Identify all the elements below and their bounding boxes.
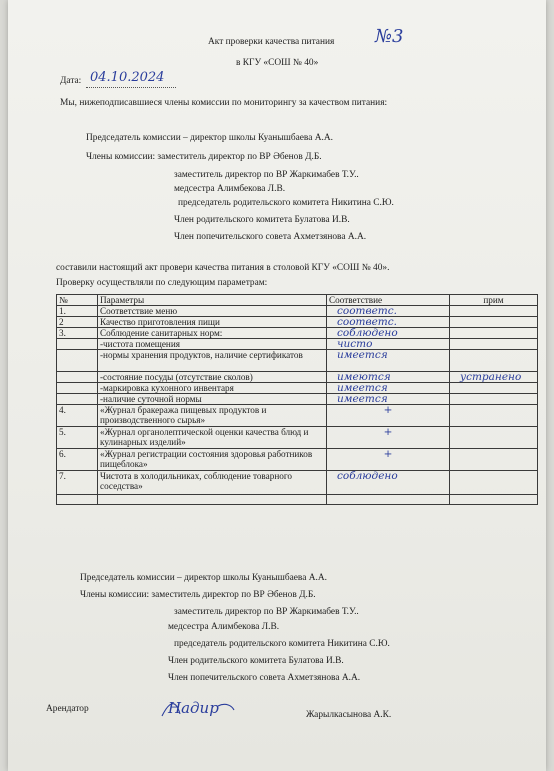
row-compliance-hw: имеется xyxy=(337,349,388,361)
bottom-member-6: Член попечительского совета Ахметзянова А.А. xyxy=(168,673,361,683)
tenant-signature-handwritten: Надир xyxy=(168,699,219,717)
row-num xyxy=(57,350,98,372)
tenant-label: Арендатор xyxy=(46,704,89,714)
row-param: Чистота в холодильниках, соблюдение товарного соседства» xyxy=(98,471,327,495)
row-num: 2 xyxy=(57,317,98,328)
row-compliance-hw: имеются xyxy=(337,371,391,383)
table-row xyxy=(57,372,538,383)
row-param: Качество приготовления пищи xyxy=(98,317,327,328)
row-num: 4. xyxy=(57,405,98,427)
row-compliance-hw: + xyxy=(383,404,393,416)
act-line-1: составили настоящий акт провери качества питания в столовой КГУ «СОШ № 40». xyxy=(56,263,390,273)
row-param: Соблюдение санитарных норм: xyxy=(98,328,327,339)
row-num: 6. xyxy=(57,449,98,471)
row-compliance-hw: чисто xyxy=(337,338,373,350)
table-row xyxy=(57,339,538,350)
table-row xyxy=(57,405,538,427)
doc-title: Акт проверки качества питания xyxy=(208,37,335,47)
row-param: «Журнал органолептической оценки качества блюд и кулинарных изделий» xyxy=(98,427,327,449)
date-value-handwritten: 04.10.2024 xyxy=(90,70,165,85)
row-param: -состояние посуды (отсутствие сколов) xyxy=(98,372,327,383)
bottom-member-1: Члены комиссии: заместитель директор по ВР Әбенов Д.Б. xyxy=(80,590,316,600)
bottom-member-3: медсестра Алимбекова Л.В. xyxy=(168,622,280,632)
bottom-member-2: заместитель директор по ВР Жаркимабев Т.У.. xyxy=(174,607,359,617)
bottom-chairman: Председатель комиссии – директор школы Куанышбаева А.А. xyxy=(80,573,327,583)
table-row xyxy=(57,350,538,372)
doc-number-handwritten: №3 xyxy=(375,26,404,47)
table-row xyxy=(57,495,538,505)
top-member-6: Член попечительского совета Ахметзянова А.А. xyxy=(174,232,367,242)
row-num: 3. xyxy=(57,328,98,339)
table-row xyxy=(57,427,538,449)
header-note: прим xyxy=(450,295,538,306)
table-row xyxy=(57,306,538,317)
row-compliance-hw: соответс. xyxy=(337,305,397,317)
header-compliance: Соответствие xyxy=(327,295,450,306)
row-num: 7. xyxy=(57,471,98,495)
row-param: «Журнал регистрации состояния здоровья работников пищеблока» xyxy=(98,449,327,471)
top-member-5: Член родительского комитета Булатова И.В. xyxy=(174,215,350,225)
row-compliance-hw: имеется xyxy=(337,382,388,394)
document-sheet xyxy=(8,0,546,771)
signature-scribble-icon xyxy=(158,696,238,722)
row-num xyxy=(57,383,98,394)
row-compliance-hw: имеется xyxy=(337,393,388,405)
row-param xyxy=(98,495,327,505)
act-line-2: Проверку осуществляли по следующим параметрам: xyxy=(56,278,268,288)
row-compliance-hw: + xyxy=(383,426,393,438)
bottom-member-4: председатель родительского комитета Никитина С.Ю. xyxy=(174,639,390,649)
table-row xyxy=(57,471,538,495)
table-row xyxy=(57,328,538,339)
row-param: -чистота помещения xyxy=(98,339,327,350)
top-member-4: председатель родительского комитета Никитина С.Ю. xyxy=(178,198,394,208)
table-row xyxy=(57,449,538,471)
table-row xyxy=(57,383,538,394)
row-param: «Журнал бракеража пищевых продуктов и производственного сырья» xyxy=(98,405,327,427)
row-num: 1. xyxy=(57,306,98,317)
bottom-member-5: Член родительского комитета Булатова И.В. xyxy=(168,656,344,666)
top-member-3: медсестра Алимбекова Л.В. xyxy=(174,184,286,194)
row-param: -наличие суточной нормы xyxy=(98,394,327,405)
row-param: -нормы хранения продуктов, наличие сертификатов xyxy=(98,350,327,372)
row-compliance-hw: соблюдено xyxy=(337,470,398,482)
doc-subtitle: в КГУ «СОШ № 40» xyxy=(236,58,319,68)
date-underline xyxy=(86,87,176,88)
header-param: Параметры xyxy=(98,295,327,306)
row-note-hw: устранено xyxy=(460,371,522,383)
header-num: № xyxy=(57,295,98,306)
row-compliance-hw: соблюдено xyxy=(337,327,398,339)
row-num: 5. xyxy=(57,427,98,449)
top-member-1: Члены комиссии: заместитель директор по ВР Әбенов Д.Б. xyxy=(86,152,322,162)
row-num xyxy=(57,495,98,505)
row-compliance-hw: + xyxy=(383,448,393,460)
intro-text: Мы, нижеподписавшиеся члены комиссии по мониторингу за качеством питания: xyxy=(60,98,388,108)
date-label: Дата: xyxy=(60,76,82,86)
table-row xyxy=(57,394,538,405)
row-num xyxy=(57,394,98,405)
top-member-2: заместитель директор по ВР Жаркимабев Т.У.. xyxy=(174,170,359,180)
parameters-table xyxy=(56,294,538,505)
row-num xyxy=(57,339,98,350)
tenant-name: Жарылкасынова А.К. xyxy=(306,710,392,720)
table-header-row xyxy=(57,295,538,306)
row-param: -маркировка кухонного инвентаря xyxy=(98,383,327,394)
table-row xyxy=(57,317,538,328)
row-num xyxy=(57,372,98,383)
top-chairman: Председатель комиссии – директор школы Куанышбаева А.А. xyxy=(86,133,333,143)
row-compliance-hw: соответс. xyxy=(337,316,397,328)
row-param: Соответствие меню xyxy=(98,306,327,317)
